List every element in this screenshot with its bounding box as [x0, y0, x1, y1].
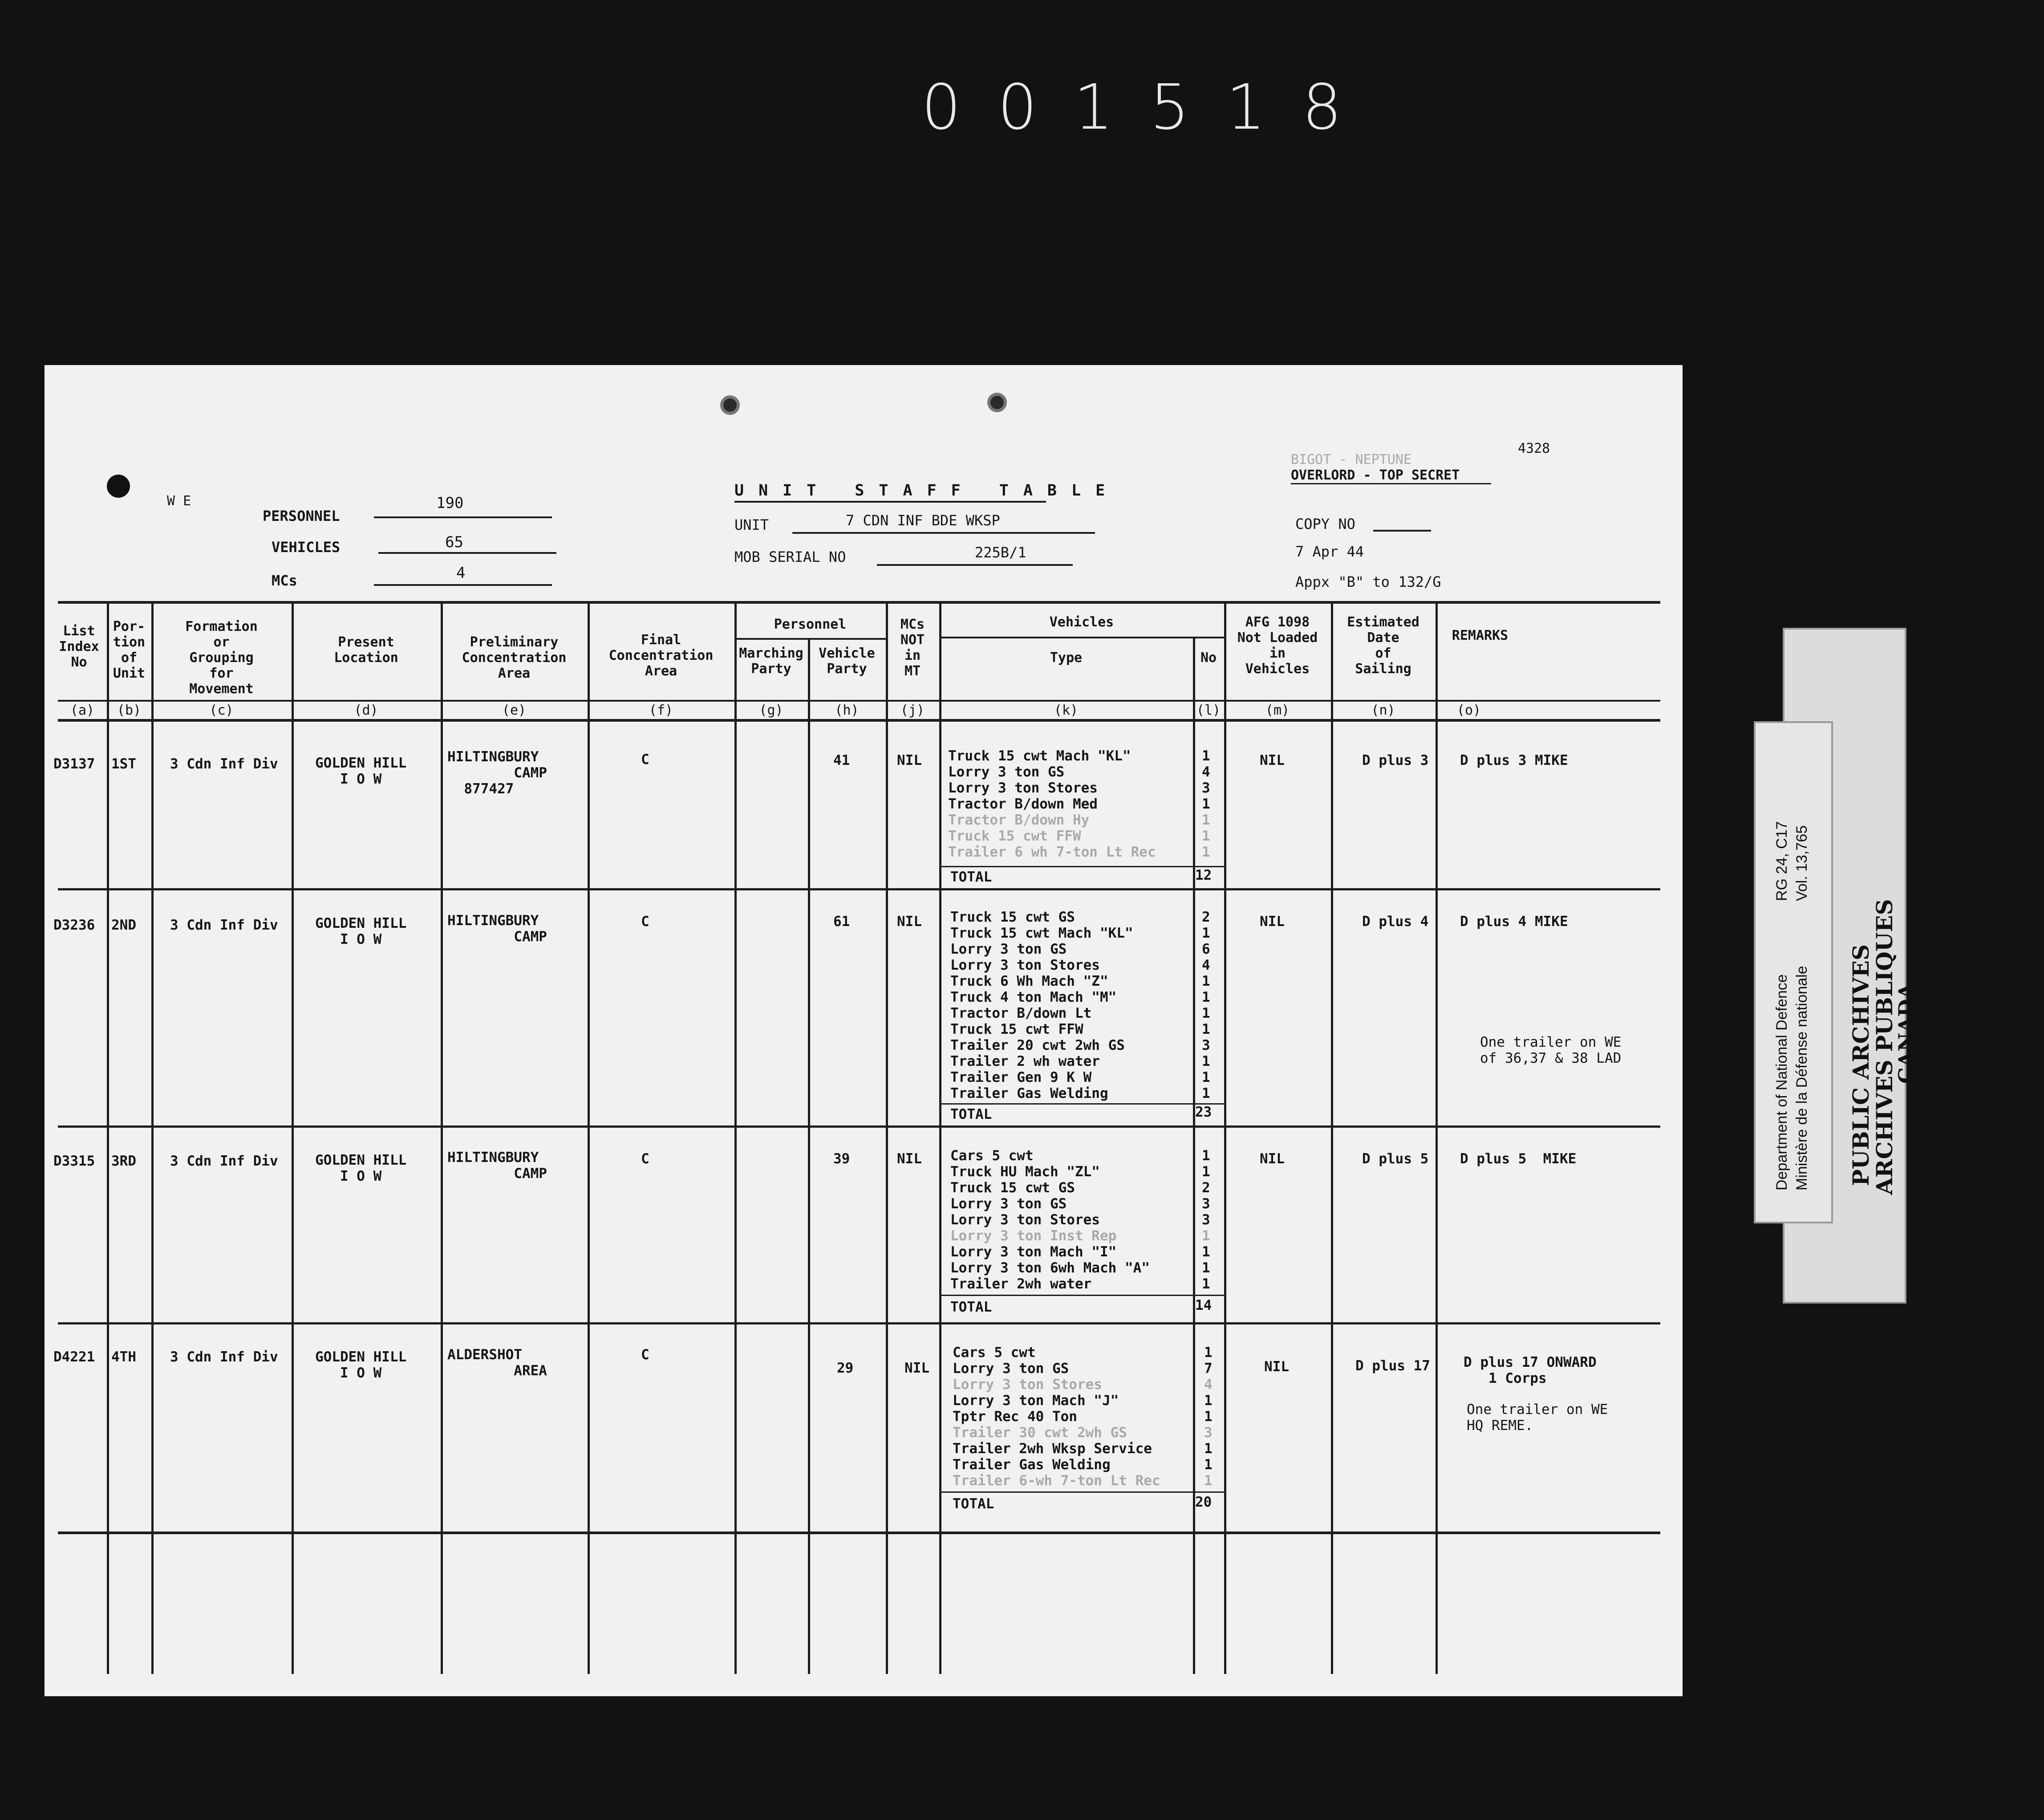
remarks: D plus 4 MIKE [1460, 914, 1568, 930]
column-letter: (n) [1371, 703, 1395, 718]
vehicle-count-list [1202, 1148, 1210, 1292]
vehicle-count: 1 [1204, 1409, 1213, 1425]
punch-hole [987, 393, 1007, 412]
column-header-present-location: Present Location [334, 634, 398, 666]
vehicle-count: 1 [1204, 1393, 1213, 1409]
total-label: TOTAL [950, 1106, 992, 1122]
vehicle-type: Trailer 20 cwt 2wh GS [950, 1037, 1125, 1053]
frame-number: 001518 [921, 71, 1379, 144]
vehicles-label: VEHICLES [272, 539, 341, 556]
vehicle-count: 2 [1202, 1180, 1210, 1196]
list-index: D4221 [53, 1349, 95, 1365]
stamp-archives-en: PUBLIC ARCHIVES [1848, 944, 1874, 1186]
list-index: D3315 [53, 1153, 95, 1169]
stamp-record-group: RG 24, C17 [1773, 821, 1790, 901]
column-header-list-index: List Index No [59, 623, 99, 670]
total-label: TOTAL [953, 1496, 994, 1512]
vehicle-type-list [948, 748, 1191, 860]
column-header-vehicle-party: Vehicle Party [819, 646, 875, 677]
list-index: D3236 [53, 917, 95, 933]
column-header-portion: Por- tion of Unit [113, 619, 146, 681]
vehicle-count-list [1204, 1345, 1213, 1489]
vehicle-total: 14 [1195, 1297, 1212, 1313]
vehicle-type: Cars 5 cwt [950, 1148, 1034, 1164]
vehicle-type: Truck 6 Wh Mach "Z" [950, 973, 1108, 989]
ink-dot [107, 475, 130, 498]
stamp-canada: CANADA [1894, 983, 1918, 1084]
vehicle-type: Lorry 3 ton GS [950, 1196, 1067, 1212]
column-letter: (j) [900, 703, 925, 718]
bigot-marking: BIGOT - NEPTUNE [1291, 452, 1411, 467]
column-letter: (g) [759, 703, 783, 718]
vehicle-type: Lorry 3 ton Stores [948, 780, 1098, 796]
formation: 3 Cdn Inf Div [170, 917, 278, 933]
vehicle-count: 4 [1202, 764, 1210, 780]
vehicle-count: 1 [1202, 796, 1210, 812]
remarks: D plus 5 MIKE [1460, 1151, 1577, 1167]
vehicle-type: Lorry 3 ton Mach "J" [953, 1393, 1119, 1409]
column-header-formation: Formation or Grouping for Movement [185, 619, 258, 697]
vehicle-type-list [950, 1148, 1193, 1292]
mcs-not-in-mt: NIL [904, 1360, 929, 1376]
column-header-no: No [1200, 650, 1217, 666]
vehicle-count: 1 [1204, 1345, 1213, 1361]
vehicle-count: 1 [1204, 1457, 1213, 1473]
vehicle-type: Trailer 2wh water [950, 1276, 1092, 1292]
formation: 3 Cdn Inf Div [170, 756, 278, 772]
vehicle-type: Trailer Gas Welding [953, 1457, 1111, 1473]
vehicle-count: 1 [1202, 1085, 1210, 1101]
punch-hole [720, 395, 740, 415]
column-letter: (a) [70, 703, 95, 718]
sailing-date: D plus 5 [1362, 1151, 1429, 1167]
portion: 3RD [111, 1153, 136, 1169]
mcs-not-in-mt: NIL [897, 1151, 922, 1167]
vehicle-party: 61 [833, 914, 850, 930]
final-area: C [641, 1151, 649, 1167]
vehicle-count: 1 [1202, 844, 1210, 860]
vehicle-type: Cars 5 cwt [953, 1345, 1036, 1361]
column-header-sailing: Estimated Date of Sailing [1347, 614, 1419, 677]
total-label: TOTAL [950, 869, 992, 885]
vehicle-type: Truck 4 ton Mach "M" [950, 989, 1117, 1005]
stamp-archives-fr: ARCHIVES PUBLIQUES [1871, 899, 1898, 1195]
vehicle-count: 3 [1202, 780, 1210, 796]
column-header-mcs: MCs NOT in MT [900, 617, 925, 679]
vehicle-count: 1 [1202, 812, 1210, 828]
vehicle-type: Lorry 3 ton GS [953, 1361, 1069, 1377]
present-location: GOLDEN HILL I O W [315, 1152, 407, 1184]
archive-label [1754, 721, 1833, 1223]
sailing-date: D plus 3 [1362, 752, 1429, 768]
vehicle-type: Truck 15 cwt FFW [950, 1021, 1083, 1037]
vehicle-count: 1 [1202, 1021, 1210, 1037]
column-letter: (e) [502, 703, 527, 718]
vehicle-count: 1 [1202, 1053, 1210, 1069]
vehicle-total: 20 [1195, 1494, 1212, 1510]
total-label: TOTAL [950, 1299, 992, 1315]
vehicle-type: Lorry 3 ton Stores [953, 1377, 1102, 1393]
vehicle-type: Trailer 6 wh 7-ton Lt Rec [948, 844, 1156, 860]
vehicle-total: 12 [1195, 867, 1212, 883]
vehicle-count: 1 [1204, 1473, 1213, 1489]
vehicle-type: Trailer Gen 9 K W [950, 1069, 1092, 1085]
vehicle-count: 4 [1202, 957, 1210, 973]
vehicle-type: Trailer 6-wh 7-ton Lt Rec [953, 1473, 1160, 1489]
vehicle-type: Tractor B/down Med [948, 796, 1098, 812]
overlord-marking: OVERLORD - TOP SECRET [1291, 467, 1460, 483]
vehicle-count: 1 [1202, 1244, 1210, 1260]
column-letter: (l) [1196, 703, 1221, 718]
remarks-note: One trailer on WE HQ REME. [1467, 1402, 1608, 1434]
vehicle-count: 2 [1202, 909, 1210, 925]
mob-serial-label: MOB SERIAL NO [734, 548, 846, 565]
vehicle-count: 3 [1204, 1425, 1213, 1441]
vehicle-type: Trailer Gas Welding [950, 1085, 1108, 1101]
personnel-value: 190 [436, 494, 464, 512]
afg-not-loaded: NIL [1260, 914, 1285, 930]
column-header-preliminary-area: Preliminary Concentration Area [462, 634, 567, 681]
vehicle-count: 1 [1202, 1005, 1210, 1021]
vehicle-type: Tractor B/down Lt [950, 1005, 1092, 1021]
document-page [45, 365, 1683, 1696]
column-letter: (m) [1265, 703, 1290, 718]
copy-no-label: COPY NO [1295, 516, 1355, 532]
vehicle-party: 29 [837, 1360, 854, 1376]
afg-not-loaded: NIL [1260, 1151, 1285, 1167]
vehicle-count: 1 [1202, 973, 1210, 989]
vehicle-type: Trailer 30 cwt 2wh GS [953, 1425, 1127, 1441]
vehicle-count: 1 [1202, 748, 1210, 764]
column-header-type: Type [1050, 650, 1083, 666]
vehicle-count: 1 [1202, 1260, 1210, 1276]
vehicle-type-list [953, 1345, 1193, 1489]
sailing-date: D plus 17 [1355, 1358, 1430, 1374]
vehicle-type: Tptr Rec 40 Ton [953, 1409, 1077, 1425]
reference-number: 4328 [1518, 441, 1550, 456]
vehicle-count: 6 [1202, 941, 1210, 957]
preliminary-area: HILTINGBURY CAMP [447, 913, 547, 945]
vehicle-count: 1 [1204, 1441, 1213, 1457]
appendix-reference: Appx "B" to 132/G [1295, 573, 1441, 590]
vehicle-type: Lorry 3 ton 6wh Mach "A" [950, 1260, 1150, 1276]
personnel-label: PERSONNEL [263, 508, 340, 524]
vehicle-type: Trailer 2 wh water [950, 1053, 1100, 1069]
vehicle-count: 1 [1202, 1276, 1210, 1292]
document-title: UNIT STAFF TABLE [734, 482, 1120, 500]
mcs-label: MCs [272, 572, 297, 589]
we-label: W E [167, 493, 191, 509]
column-letter: (b) [117, 703, 142, 718]
vehicle-type: Lorry 3 ton GS [950, 941, 1067, 957]
stamp-department-en: Department of National Defence [1773, 974, 1790, 1190]
vehicle-count: 1 [1202, 925, 1210, 941]
vehicle-type: Lorry 3 ton Stores [950, 957, 1100, 973]
vehicle-count: 1 [1202, 828, 1210, 844]
vehicle-count-list [1202, 909, 1210, 1101]
vehicles-group-header: Vehicles [1049, 614, 1114, 630]
vehicle-count: 7 [1204, 1361, 1213, 1377]
vehicle-party: 41 [833, 752, 850, 768]
column-letter: (o) [1456, 703, 1481, 718]
vehicle-party: 39 [833, 1151, 850, 1167]
formation: 3 Cdn Inf Div [170, 1349, 278, 1365]
remarks: D plus 3 MIKE [1460, 752, 1568, 768]
vehicle-type: Lorry 3 ton GS [948, 764, 1065, 780]
vehicle-type: Truck 15 cwt Mach "KL" [948, 748, 1131, 764]
portion: 2ND [111, 917, 136, 933]
vehicle-count: 1 [1202, 989, 1210, 1005]
final-area: C [641, 914, 649, 930]
column-header-remarks: REMARKS [1452, 628, 1509, 643]
afg-not-loaded: NIL [1264, 1359, 1289, 1375]
vehicles-value: 65 [445, 533, 463, 551]
column-letter: (f) [649, 703, 673, 718]
vehicle-type: Lorry 3 ton Inst Rep [950, 1228, 1117, 1244]
column-letter: (k) [1054, 703, 1079, 718]
remarks-note: One trailer on WE of 36,37 & 38 LAD [1480, 1034, 1622, 1066]
final-area: C [641, 752, 649, 768]
column-letter: (d) [354, 703, 378, 718]
vehicle-count: 4 [1204, 1377, 1213, 1393]
list-index: D3137 [53, 756, 95, 772]
portion: 4TH [111, 1349, 136, 1365]
vehicle-count: 1 [1202, 1069, 1210, 1085]
preliminary-area: HILTINGBURY CAMP 877427 [447, 749, 547, 797]
vehicle-type-list [950, 909, 1193, 1101]
vehicle-type: Truck 15 cwt GS [950, 909, 1075, 925]
column-header-final-area: Final Concentration Area [608, 632, 714, 679]
vehicle-type: Truck 15 cwt GS [950, 1180, 1075, 1196]
present-location: GOLDEN HILL I O W [315, 755, 407, 787]
mcs-value: 4 [456, 564, 466, 582]
column-letter: (h) [835, 703, 859, 718]
preliminary-area: HILTINGBURY CAMP [447, 1150, 547, 1182]
vehicle-count: 3 [1202, 1212, 1210, 1228]
column-header-marching-party: Marching Party [739, 646, 803, 677]
vehicle-count-list [1202, 748, 1210, 860]
vehicle-type: Truck 15 cwt Mach "KL" [950, 925, 1133, 941]
afg-not-loaded: NIL [1260, 752, 1285, 768]
vehicle-type: Trailer 2wh Wksp Service [953, 1441, 1152, 1457]
column-header-afg: AFG 1098 Not Loaded in Vehicles [1237, 614, 1318, 677]
vehicle-type: Lorry 3 ton Stores [950, 1212, 1100, 1228]
mcs-not-in-mt: NIL [897, 914, 922, 930]
present-location: GOLDEN HILL I O W [315, 1349, 407, 1381]
vehicle-type: Truck HU Mach "ZL" [950, 1164, 1100, 1180]
remarks: D plus 17 ONWARD 1 Corps [1464, 1354, 1597, 1386]
mcs-not-in-mt: NIL [897, 752, 922, 768]
present-location: GOLDEN HILL I O W [315, 915, 407, 947]
document-date: 7 Apr 44 [1295, 543, 1364, 560]
mob-serial-value: 225B/1 [975, 544, 1026, 561]
vehicle-type: Truck 15 cwt FFW [948, 828, 1081, 844]
unit-value: 7 CDN INF BDE WKSP [846, 512, 1000, 529]
final-area: C [641, 1347, 649, 1363]
stamp-volume: Vol. 13,765 [1793, 825, 1810, 901]
vehicle-count: 3 [1202, 1196, 1210, 1212]
vehicle-count: 1 [1202, 1148, 1210, 1164]
formation: 3 Cdn Inf Div [170, 1153, 278, 1169]
personnel-group-header: Personnel [774, 617, 847, 632]
vehicle-type: Lorry 3 ton Mach "I" [950, 1244, 1117, 1260]
vehicle-count: 1 [1202, 1228, 1210, 1244]
sailing-date: D plus 4 [1362, 914, 1429, 930]
vehicle-total: 23 [1195, 1104, 1212, 1120]
preliminary-area: ALDERSHOT AREA [447, 1347, 547, 1379]
column-letter: (c) [209, 703, 234, 718]
unit-label: UNIT [734, 516, 769, 533]
vehicle-count: 1 [1202, 1164, 1210, 1180]
vehicle-count: 3 [1202, 1037, 1210, 1053]
stamp-department-fr: Ministère de la Défense nationale [1793, 966, 1810, 1190]
portion: 1ST [111, 756, 136, 772]
vehicle-type: Tractor B/down Hy [948, 812, 1090, 828]
